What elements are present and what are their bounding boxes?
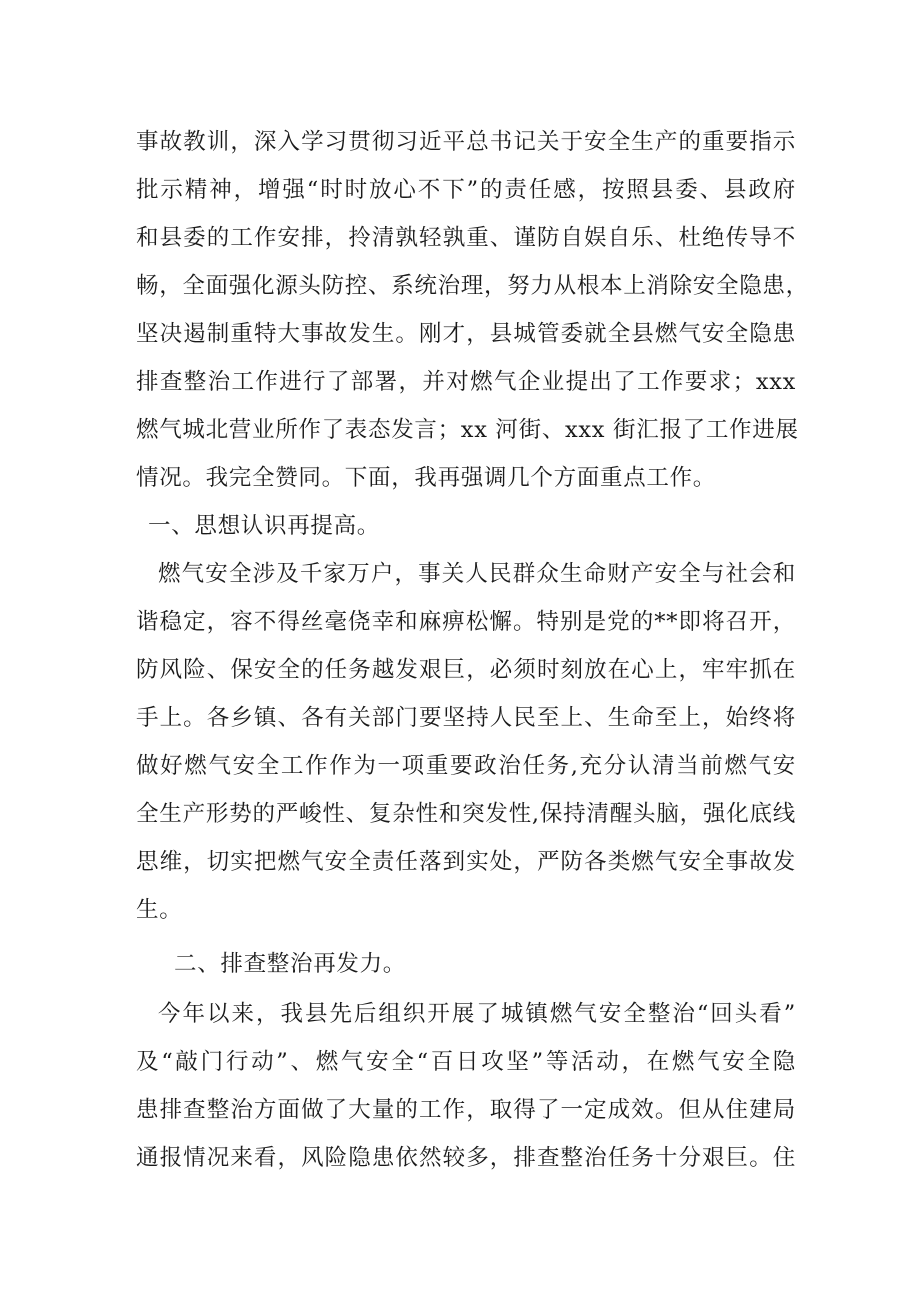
body-text-line: 事故教训，深入学习贯彻习近平总书记关于安全生产的重要指示 (136, 129, 796, 155)
body-text-line: 全生产形势的严峻性、复杂性和突发性,保持清醒头脑，强化底线 (136, 801, 796, 827)
body-text-line: 及“敲门行动”、燃气安全“百日攻坚”等活动，在燃气安全隐 (136, 1049, 796, 1075)
body-text-line: 防风险、保安全的任务越发艰巨，必须时刻放在心上，牢牢抓在 (136, 657, 796, 683)
body-text-line: 和县委的工作安排，拎清孰轻孰重、谨防自娱自乐、杜绝传导不 (136, 225, 796, 251)
body-text-line: 坚决遏制重特大事故发生。刚才，县城管委就全县燃气安全隐患 (136, 321, 796, 347)
section-heading-1: 一、思想认识再提高。 (148, 513, 381, 539)
body-text-line: 燃气城北营业所作了表态发言；xx 河街、xxx 街汇报了工作进展 (136, 417, 799, 443)
body-text-line: 批示精神，增强“时时放心不下”的责任感，按照县委、县政府 (136, 177, 796, 203)
body-text-line: 燃气安全涉及千家万户，事关人民群众生命财产安全与社会和 (158, 561, 796, 587)
body-text-line: 手上。各乡镇、各有关部门要坚持人民至上、生命至上，始终将 (136, 705, 796, 731)
body-text-line: 谐稳定，容不得丝毫侥幸和麻痹松懈。特别是党的**即将召开， (136, 609, 796, 635)
section-heading-2: 二、排查整治再发力。 (174, 951, 407, 977)
body-text-line: 通报情况来看，风险隐患依然较多，排查整治任务十分艰巨。住 (136, 1145, 796, 1171)
body-text-line: 思维，切实把燃气安全责任落到实处，严防各类燃气安全事故发 (136, 849, 796, 875)
body-text-line: 情况。我完全赞同。下面，我再强调几个方面重点工作。 (136, 465, 717, 491)
body-text-line: 做好燃气安全工作作为一项重要政治任务,充分认清当前燃气安 (136, 753, 796, 779)
body-text-line: 患排查整治方面做了大量的工作，取得了一定成效。但从住建局 (136, 1097, 796, 1123)
body-text-line: 生。 (136, 897, 183, 923)
body-text-line: 今年以来，我县先后组织开展了城镇燃气安全整治“回头看” (158, 1001, 796, 1027)
body-text-line: 排查整治工作进行了部署，并对燃气企业提出了工作要求；xxx (136, 369, 796, 395)
body-text-line: 畅，全面强化源头防控、系统治理，努力从根本上消除安全隐患， (136, 273, 809, 299)
